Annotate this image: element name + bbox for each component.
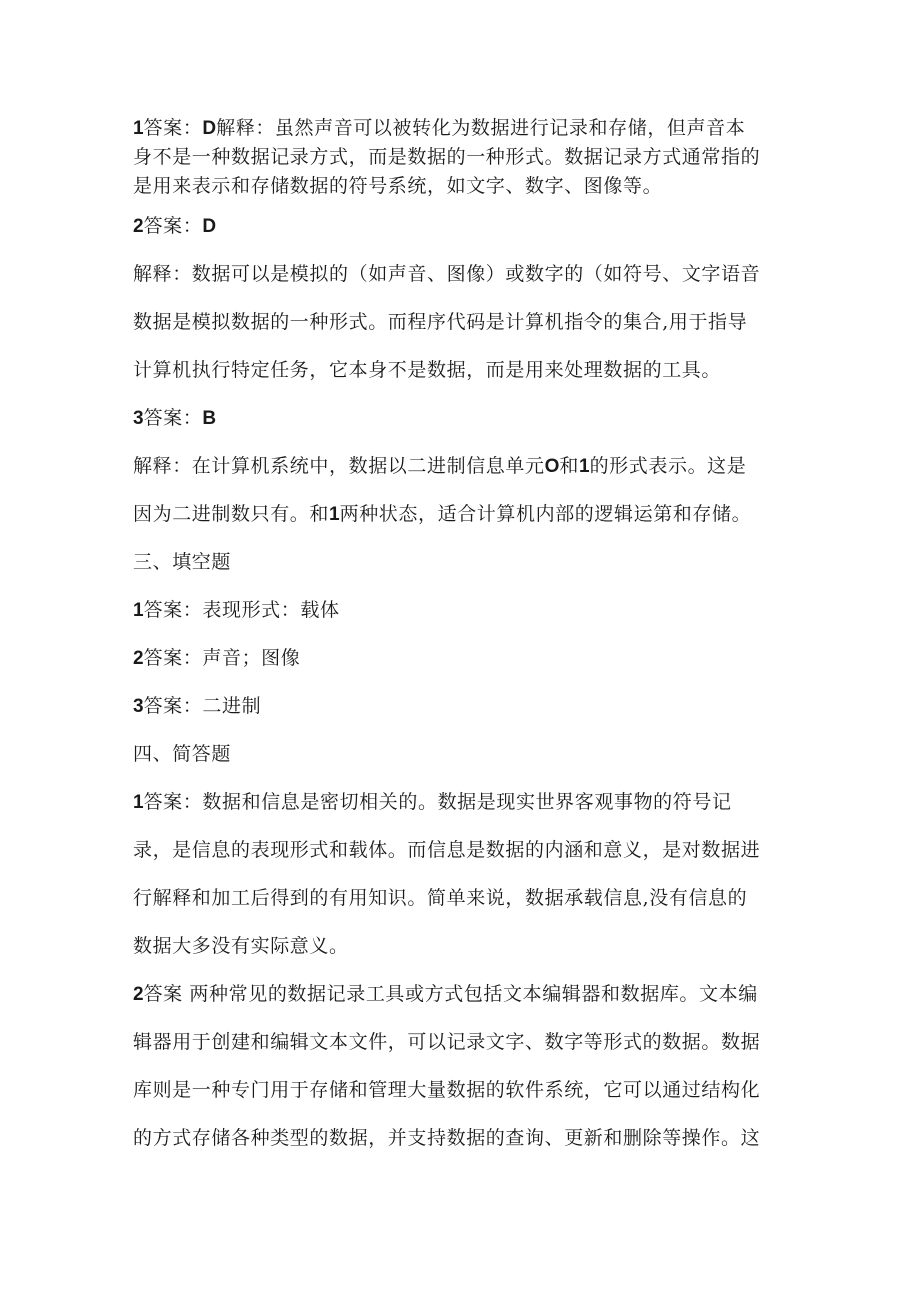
short-answer-2-line-3: 库则是一种专门用于存储和管理大量数据的软件系统，它可以通过结构化 (133, 1079, 761, 1101)
answer-text: 答案：二进制 (143, 695, 262, 717)
short-answer-2-line-1 (133, 982, 758, 1007)
digit-one: 1 (329, 504, 340, 525)
answer-number: 3 (133, 696, 144, 717)
section-heading-fill-blank: 三、填空题 (133, 551, 232, 573)
section-heading-short-answer: 四、简答题 (133, 743, 232, 765)
answer-2-line-1: 解释：数据可以是模拟的（如声音、图像）或数字的（如符号、文字语音 (133, 263, 761, 285)
short-answer-1-line-4: 数据大多没有实际意义。 (133, 935, 349, 957)
explanation-text: 解释：在计算机系统中，数据以二进制信息单元 (133, 455, 545, 477)
explanation-text: 和 (559, 455, 579, 477)
short-answer-2-line-4: 的方式存储各种类型的数据，并支持数据的查询、更新和删除等操作。这 (133, 1127, 761, 1149)
answer-2-line-2: 数据是模拟数据的一种形式。而程序代码是计算机指令的集合,用于指导 (133, 311, 748, 333)
answer-label: 答案： (143, 407, 203, 429)
fill-blank-answer-2 (133, 646, 300, 671)
explanation-text: 两种状态，适合计算机内部的逻辑运第和存储。 (339, 503, 752, 525)
answer-text: 答案 两种常见的数据记录工具或方式包括文本编辑器和数据库。文本编 (143, 983, 758, 1005)
answer-text: 答案：数据和信息是密切相关的。数据是现实世界客观事物的符号记 (143, 791, 732, 813)
answer-number: 3 (133, 408, 144, 429)
answer-letter: B (202, 408, 217, 429)
digit-zero: O (544, 456, 560, 477)
answer-number: 2 (133, 984, 144, 1005)
answer-3-line-1 (133, 454, 746, 479)
explanation-text: 解释：虽然声音可以被转化为数据进行记录和存储，但声音本 (216, 117, 746, 139)
answer-1-line-2: 身不是一种数据记录方式，而是数据的一种形式。数据记录方式通常指的 (133, 146, 761, 168)
short-answer-1-line-1 (133, 790, 732, 815)
answer-letter: D (202, 216, 217, 237)
answer-2-line-3: 计算机执行特定任务，它本身不是数据，而是用来处理数据的工具。 (133, 359, 722, 381)
answer-letter: D (202, 118, 217, 139)
digit-one: 1 (579, 456, 590, 477)
answer-3-line-2 (133, 502, 751, 527)
answer-1-line-3: 是用来表示和存储数据的符号系统，如文字、数字、图像等。 (133, 175, 663, 197)
answer-number: 2 (133, 216, 144, 237)
answer-label: 答案： (143, 215, 203, 237)
explanation-text: 因为二进制数只有。和 (133, 503, 330, 525)
answer-text: 答案：表现形式：载体 (143, 599, 340, 621)
short-answer-2-line-2: 辑器用于创建和编辑文本文件，可以记录文字、数字等形式的数据。数据 (133, 1031, 761, 1053)
answer-number: 1 (133, 118, 144, 139)
answer-1-line-1 (133, 116, 745, 141)
answer-3-heading (133, 406, 216, 431)
answer-2-heading (133, 214, 216, 239)
answer-number: 1 (133, 600, 144, 621)
fill-blank-answer-1 (133, 598, 340, 623)
answer-number: 1 (133, 792, 144, 813)
explanation-text: 的形式表示。这是 (589, 455, 747, 477)
fill-blank-answer-3 (133, 694, 261, 719)
short-answer-1-line-3: 行解释和加工后得到的有用知识。简单来说，数据承载信息,没有信息的 (133, 887, 748, 909)
answer-label: 答案： (143, 117, 203, 139)
answer-text: 答案：声音；图像 (143, 647, 301, 669)
answer-number: 2 (133, 648, 144, 669)
short-answer-1-line-2: 录，是信息的表现形式和载体。而信息是数据的内涵和意义，是对数据进 (133, 839, 761, 861)
